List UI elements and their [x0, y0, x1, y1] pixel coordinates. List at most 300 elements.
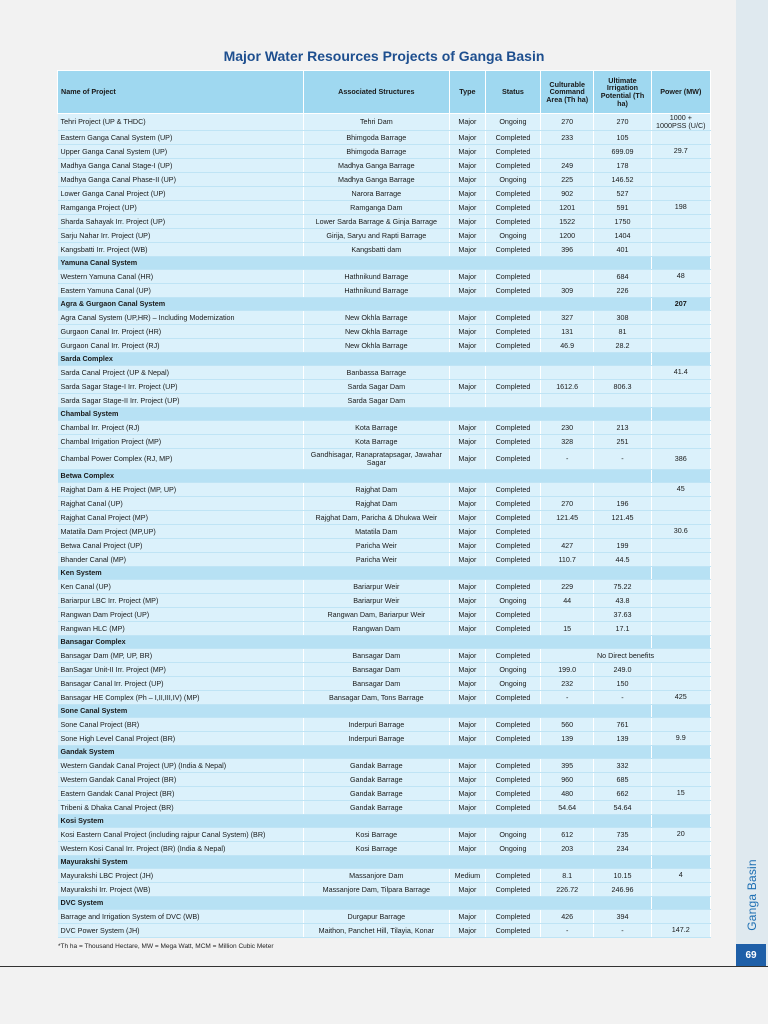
cell-power — [651, 552, 710, 566]
cell-power — [651, 538, 710, 552]
cell-culturable-command-area: 1522 — [541, 214, 594, 228]
cell-associated-structures: New Okhla Barrage — [303, 310, 449, 324]
cell-associated-structures: Gandak Barrage — [303, 800, 449, 814]
table-header-row — [58, 71, 711, 114]
cell-project-name: Barrage and Irrigation System of DVC (WB) — [58, 909, 304, 923]
table-row — [58, 923, 711, 937]
cell-power — [651, 186, 710, 200]
cell-power — [651, 676, 710, 690]
cell-project-name: Mayurakshi Irr. Project (WB) — [58, 882, 304, 896]
cell-power: 198 — [651, 200, 710, 214]
cell-type: Major — [450, 324, 486, 338]
cell-project-name: Rangwan Dam Project (UP) — [58, 607, 304, 621]
cell-culturable-command-area: 327 — [541, 310, 594, 324]
cell-project-name: Kangsbatti Irr. Project (WB) — [58, 242, 304, 256]
cell-culturable-command-area: 131 — [541, 324, 594, 338]
cell-merged-note: No Direct benefits — [541, 648, 711, 662]
cell-type: Major — [450, 923, 486, 937]
cell-power — [651, 662, 710, 676]
cell-project-name: Gurgaon Canal Irr. Project (HR) — [58, 324, 304, 338]
cell-power — [651, 758, 710, 772]
cell-project-name: Ken Canal (UP) — [58, 579, 304, 593]
cell-power: 30.6 — [651, 524, 710, 538]
cell-status: Ongoing — [485, 841, 540, 855]
cell-power — [651, 909, 710, 923]
table-row — [58, 648, 711, 662]
header-status: Status — [485, 71, 540, 114]
cell-culturable-command-area: 8.1 — [541, 868, 594, 882]
cell-project-name: Western Yamuna Canal (HR) — [58, 269, 304, 283]
table-row — [58, 662, 711, 676]
cell-status: Completed — [485, 310, 540, 324]
cell-type: Major — [450, 130, 486, 144]
cell-project-name: Matatila Dam Project (MP,UP) — [58, 524, 304, 538]
cell-power — [651, 228, 710, 242]
table-row — [58, 882, 711, 896]
cell-associated-structures: Ramganga Dam — [303, 200, 449, 214]
cell-culturable-command-area: 270 — [541, 496, 594, 510]
cell-project-name: Sone Canal Project (BR) — [58, 717, 304, 731]
cell-status: Completed — [485, 538, 540, 552]
cell-project-name: Rajghat Canal (UP) — [58, 496, 304, 510]
cell-power — [651, 158, 710, 172]
cell-project-name: Sharda Sahayak Irr. Project (UP) — [58, 214, 304, 228]
cell-type: Major — [450, 827, 486, 841]
cell-culturable-command-area: 233 — [541, 130, 594, 144]
cell-type: Medium — [450, 868, 486, 882]
cell-power — [651, 579, 710, 593]
cell-ultimate-irrigation-potential — [594, 393, 651, 407]
section-power: 207 — [651, 297, 710, 310]
cell-culturable-command-area: 396 — [541, 242, 594, 256]
cell-project-name: Ramganga Project (UP) — [58, 200, 304, 214]
cell-associated-structures: Kosi Barrage — [303, 841, 449, 855]
table-row — [58, 114, 711, 131]
cell-power: 147.2 — [651, 923, 710, 937]
cell-status: Completed — [485, 882, 540, 896]
cell-associated-structures: Bansagar Dam — [303, 662, 449, 676]
cell-power — [651, 593, 710, 607]
cell-associated-structures: Rajghat Dam — [303, 496, 449, 510]
cell-associated-structures: Gandak Barrage — [303, 758, 449, 772]
cell-associated-structures: Durgapur Barrage — [303, 909, 449, 923]
cell-associated-structures: Narora Barrage — [303, 186, 449, 200]
section-header-row — [58, 704, 711, 717]
cell-ultimate-irrigation-potential: 591 — [594, 200, 651, 214]
cell-project-name: Western Gandak Canal Project (UP) (India & Nepal) — [58, 758, 304, 772]
cell-culturable-command-area: 309 — [541, 283, 594, 297]
cell-status: Completed — [485, 269, 540, 283]
cell-ultimate-irrigation-potential: 527 — [594, 186, 651, 200]
bottom-divider — [0, 966, 768, 967]
cell-ultimate-irrigation-potential: 105 — [594, 130, 651, 144]
cell-power — [651, 379, 710, 393]
cell-associated-structures: Massanjore Dam — [303, 868, 449, 882]
cell-culturable-command-area: 44 — [541, 593, 594, 607]
cell-associated-structures: Rajghat Dam — [303, 482, 449, 496]
cell-culturable-command-area: 480 — [541, 786, 594, 800]
cell-power — [651, 283, 710, 297]
table-row — [58, 868, 711, 882]
header-culturable-command-area: Culturable Command Area (Th ha) — [541, 71, 594, 114]
cell-culturable-command-area: 230 — [541, 420, 594, 434]
cell-type: Major — [450, 621, 486, 635]
cell-culturable-command-area — [541, 524, 594, 538]
cell-culturable-command-area: - — [541, 690, 594, 704]
cell-status: Completed — [485, 482, 540, 496]
cell-ultimate-irrigation-potential: 10.15 — [594, 868, 651, 882]
projects-table — [57, 70, 711, 938]
cell-type: Major — [450, 200, 486, 214]
cell-type: Major — [450, 648, 486, 662]
cell-project-name: Bansagar Dam (MP, UP, BR) — [58, 648, 304, 662]
cell-ultimate-irrigation-potential: 685 — [594, 772, 651, 786]
cell-ultimate-irrigation-potential: 1404 — [594, 228, 651, 242]
section-title: Ken System — [58, 566, 652, 579]
cell-project-name: Bansagar Canal Irr. Project (UP) — [58, 676, 304, 690]
header-name: Name of Project — [58, 71, 304, 114]
cell-status: Completed — [485, 496, 540, 510]
table-row — [58, 228, 711, 242]
cell-associated-structures: Kosi Barrage — [303, 827, 449, 841]
cell-culturable-command-area — [541, 365, 594, 379]
cell-power — [651, 242, 710, 256]
cell-culturable-command-area — [541, 144, 594, 158]
projects-table-container — [57, 70, 711, 938]
section-power — [651, 704, 710, 717]
header-type: Type — [450, 71, 486, 114]
cell-culturable-command-area: 199.0 — [541, 662, 594, 676]
cell-ultimate-irrigation-potential: 121.45 — [594, 510, 651, 524]
cell-ultimate-irrigation-potential: 699.09 — [594, 144, 651, 158]
section-header-row — [58, 407, 711, 420]
cell-power — [651, 607, 710, 621]
cell-type: Major — [450, 909, 486, 923]
cell-type: Major — [450, 772, 486, 786]
cell-project-name: Bariarpur LBC Irr. Project (MP) — [58, 593, 304, 607]
cell-type: Major — [450, 496, 486, 510]
cell-project-name: Eastern Gandak Canal Project (BR) — [58, 786, 304, 800]
cell-status: Ongoing — [485, 172, 540, 186]
cell-associated-structures: Banbassa Barrage — [303, 365, 449, 379]
cell-associated-structures: Massanjore Dam, Tilpara Barrage — [303, 882, 449, 896]
cell-type: Major — [450, 434, 486, 448]
cell-associated-structures: Paricha Weir — [303, 538, 449, 552]
cell-type: Major — [450, 186, 486, 200]
cell-power — [651, 130, 710, 144]
cell-status: Completed — [485, 448, 540, 469]
cell-culturable-command-area: 426 — [541, 909, 594, 923]
section-header-row — [58, 297, 711, 310]
cell-power — [651, 772, 710, 786]
cell-ultimate-irrigation-potential: - — [594, 923, 651, 937]
cell-project-name: Sone High Level Canal Project (BR) — [58, 731, 304, 745]
cell-ultimate-irrigation-potential: 28.2 — [594, 338, 651, 352]
section-title: DVC System — [58, 896, 652, 909]
cell-type: Major — [450, 228, 486, 242]
cell-associated-structures: Kangsbatti dam — [303, 242, 449, 256]
cell-associated-structures: Kota Barrage — [303, 420, 449, 434]
cell-status: Completed — [485, 717, 540, 731]
cell-status: Completed — [485, 690, 540, 704]
cell-status: Completed — [485, 800, 540, 814]
cell-power — [651, 420, 710, 434]
page-number: 69 — [736, 944, 766, 966]
cell-ultimate-irrigation-potential: 662 — [594, 786, 651, 800]
cell-status: Completed — [485, 524, 540, 538]
cell-project-name: Gurgaon Canal Irr. Project (RJ) — [58, 338, 304, 352]
cell-power — [651, 496, 710, 510]
table-row — [58, 242, 711, 256]
side-tab-label: Ganga Basin — [745, 859, 759, 931]
cell-ultimate-irrigation-potential: 226 — [594, 283, 651, 297]
cell-project-name: Tehri Project (UP & THDC) — [58, 114, 304, 131]
cell-ultimate-irrigation-potential: 81 — [594, 324, 651, 338]
section-power — [651, 352, 710, 365]
cell-culturable-command-area: 1200 — [541, 228, 594, 242]
cell-ultimate-irrigation-potential: 394 — [594, 909, 651, 923]
table-row — [58, 172, 711, 186]
section-power — [651, 855, 710, 868]
cell-type: Major — [450, 269, 486, 283]
cell-project-name: Rajghat Canal Project (MP) — [58, 510, 304, 524]
cell-project-name: Madhya Ganga Canal Phase-II (UP) — [58, 172, 304, 186]
cell-culturable-command-area: 225 — [541, 172, 594, 186]
cell-type: Major — [450, 841, 486, 855]
cell-associated-structures: Madhya Ganga Barrage — [303, 158, 449, 172]
cell-status — [485, 365, 540, 379]
cell-type: Major — [450, 379, 486, 393]
cell-power: 45 — [651, 482, 710, 496]
cell-ultimate-irrigation-potential: 196 — [594, 496, 651, 510]
table-row — [58, 800, 711, 814]
cell-status: Ongoing — [485, 593, 540, 607]
cell-status: Completed — [485, 648, 540, 662]
cell-ultimate-irrigation-potential: 17.1 — [594, 621, 651, 635]
cell-associated-structures: Sarda Sagar Dam — [303, 393, 449, 407]
cell-status: Completed — [485, 909, 540, 923]
cell-status: Completed — [485, 324, 540, 338]
table-row — [58, 538, 711, 552]
cell-type: Major — [450, 731, 486, 745]
cell-culturable-command-area: 54.64 — [541, 800, 594, 814]
section-power — [651, 256, 710, 269]
section-power — [651, 407, 710, 420]
cell-power — [651, 621, 710, 635]
cell-associated-structures: Gandhisagar, Ranapratapsagar, Jawahar Sagar — [303, 448, 449, 469]
cell-status: Completed — [485, 772, 540, 786]
cell-status: Completed — [485, 130, 540, 144]
cell-status: Completed — [485, 758, 540, 772]
cell-power — [651, 393, 710, 407]
cell-associated-structures: Gandak Barrage — [303, 772, 449, 786]
cell-type: Major — [450, 717, 486, 731]
cell-status: Completed — [485, 158, 540, 172]
section-power — [651, 566, 710, 579]
cell-power: 29.7 — [651, 144, 710, 158]
cell-power — [651, 510, 710, 524]
table-row — [58, 579, 711, 593]
cell-type: Major — [450, 593, 486, 607]
cell-culturable-command-area: 1612.6 — [541, 379, 594, 393]
section-title: Mayurakshi System — [58, 855, 652, 868]
cell-status: Completed — [485, 510, 540, 524]
cell-ultimate-irrigation-potential: 75.22 — [594, 579, 651, 593]
cell-status: Completed — [485, 731, 540, 745]
cell-culturable-command-area: 46.9 — [541, 338, 594, 352]
cell-ultimate-irrigation-potential: 54.64 — [594, 800, 651, 814]
cell-associated-structures: Maithon, Panchet Hill, Tilayia, Konar — [303, 923, 449, 937]
cell-culturable-command-area — [541, 482, 594, 496]
section-header-row — [58, 855, 711, 868]
cell-status: Completed — [485, 579, 540, 593]
cell-status: Completed — [485, 434, 540, 448]
cell-type: Major — [450, 538, 486, 552]
cell-power: 20 — [651, 827, 710, 841]
section-title: Chambal System — [58, 407, 652, 420]
cell-culturable-command-area: 249 — [541, 158, 594, 172]
table-row — [58, 482, 711, 496]
table-row — [58, 324, 711, 338]
cell-type: Major — [450, 420, 486, 434]
cell-power: 9.9 — [651, 731, 710, 745]
cell-project-name: Chambal Irr. Project (RJ) — [58, 420, 304, 434]
cell-status: Ongoing — [485, 228, 540, 242]
table-row — [58, 909, 711, 923]
cell-status: Completed — [485, 379, 540, 393]
cell-culturable-command-area: - — [541, 923, 594, 937]
cell-project-name: Chambal Power Complex (RJ, MP) — [58, 448, 304, 469]
cell-project-name: DVC Power System (JH) — [58, 923, 304, 937]
cell-associated-structures: Rajghat Dam, Paricha & Dhukwa Weir — [303, 510, 449, 524]
cell-status: Ongoing — [485, 827, 540, 841]
table-row — [58, 434, 711, 448]
table-row — [58, 621, 711, 635]
cell-ultimate-irrigation-potential: 684 — [594, 269, 651, 283]
cell-project-name: Sarda Sagar Stage-II Irr. Project (UP) — [58, 393, 304, 407]
cell-project-name: Chambal Irrigation Project (MP) — [58, 434, 304, 448]
table-row — [58, 496, 711, 510]
table-row — [58, 269, 711, 283]
cell-associated-structures: Bhimgoda Barrage — [303, 130, 449, 144]
cell-associated-structures: Bariarpur Weir — [303, 593, 449, 607]
cell-ultimate-irrigation-potential: - — [594, 448, 651, 469]
cell-type: Major — [450, 758, 486, 772]
side-tab — [738, 850, 766, 940]
cell-culturable-command-area: 427 — [541, 538, 594, 552]
cell-culturable-command-area: 232 — [541, 676, 594, 690]
section-header-row — [58, 814, 711, 827]
cell-associated-structures: New Okhla Barrage — [303, 338, 449, 352]
cell-culturable-command-area: 560 — [541, 717, 594, 731]
table-row — [58, 158, 711, 172]
cell-power: 1000 + 1000PSS (U/C) — [651, 114, 710, 131]
section-title: Sone Canal System — [58, 704, 652, 717]
cell-ultimate-irrigation-potential: 44.5 — [594, 552, 651, 566]
cell-ultimate-irrigation-potential: 735 — [594, 827, 651, 841]
cell-project-name: Rangwan HLC (MP) — [58, 621, 304, 635]
table-row — [58, 772, 711, 786]
cell-ultimate-irrigation-potential: - — [594, 690, 651, 704]
cell-status: Ongoing — [485, 662, 540, 676]
cell-type: Major — [450, 662, 486, 676]
table-row — [58, 186, 711, 200]
cell-type: Major — [450, 510, 486, 524]
cell-culturable-command-area — [541, 393, 594, 407]
header-ultimate-irrigation-potential: Ultimate Irrigation Potential (Th ha) — [594, 71, 651, 114]
cell-type: Major — [450, 552, 486, 566]
cell-status: Completed — [485, 144, 540, 158]
cell-associated-structures: Girija, Saryu and Rapti Barrage — [303, 228, 449, 242]
section-title: Bansagar Complex — [58, 635, 652, 648]
cell-ultimate-irrigation-potential: 1750 — [594, 214, 651, 228]
section-power — [651, 814, 710, 827]
table-row — [58, 552, 711, 566]
cell-status: Completed — [485, 923, 540, 937]
cell-culturable-command-area: 960 — [541, 772, 594, 786]
table-row — [58, 420, 711, 434]
section-header-row — [58, 896, 711, 909]
cell-project-name: Sarda Canal Project (UP & Nepal) — [58, 365, 304, 379]
section-title: Gandak System — [58, 745, 652, 758]
cell-culturable-command-area: 328 — [541, 434, 594, 448]
cell-status: Completed — [485, 186, 540, 200]
table-row — [58, 827, 711, 841]
cell-culturable-command-area — [541, 607, 594, 621]
cell-culturable-command-area: 612 — [541, 827, 594, 841]
cell-culturable-command-area: 121.45 — [541, 510, 594, 524]
cell-type: Major — [450, 676, 486, 690]
cell-ultimate-irrigation-potential — [594, 524, 651, 538]
cell-power: 4 — [651, 868, 710, 882]
cell-culturable-command-area: 270 — [541, 114, 594, 131]
cell-type: Major — [450, 144, 486, 158]
cell-type: Major — [450, 172, 486, 186]
cell-ultimate-irrigation-potential: 251 — [594, 434, 651, 448]
cell-ultimate-irrigation-potential: 199 — [594, 538, 651, 552]
cell-type: Major — [450, 114, 486, 131]
cell-project-name: Kosi Eastern Canal Project (including rajpur Canal System) (BR) — [58, 827, 304, 841]
cell-power — [651, 172, 710, 186]
section-header-row — [58, 256, 711, 269]
cell-project-name: Rajghat Dam & HE Project (MP, UP) — [58, 482, 304, 496]
table-row — [58, 448, 711, 469]
cell-culturable-command-area: 395 — [541, 758, 594, 772]
cell-ultimate-irrigation-potential: 139 — [594, 731, 651, 745]
cell-status: Completed — [485, 420, 540, 434]
cell-associated-structures: Hathnikund Barrage — [303, 269, 449, 283]
cell-status: Completed — [485, 214, 540, 228]
cell-type: Major — [450, 448, 486, 469]
cell-project-name: Agra Canal System (UP,HR) – Including Modernization — [58, 310, 304, 324]
table-row — [58, 676, 711, 690]
cell-culturable-command-area: 902 — [541, 186, 594, 200]
cell-power — [651, 800, 710, 814]
section-title: Yamuna Canal System — [58, 256, 652, 269]
cell-power: 48 — [651, 269, 710, 283]
cell-ultimate-irrigation-potential: 308 — [594, 310, 651, 324]
cell-status: Ongoing — [485, 676, 540, 690]
table-row — [58, 524, 711, 538]
section-header-row — [58, 635, 711, 648]
cell-type — [450, 393, 486, 407]
cell-type — [450, 365, 486, 379]
cell-ultimate-irrigation-potential: 761 — [594, 717, 651, 731]
section-power — [651, 896, 710, 909]
cell-associated-structures: Inderpuri Barrage — [303, 731, 449, 745]
cell-project-name: Bhander Canal (MP) — [58, 552, 304, 566]
side-strip — [736, 0, 768, 967]
